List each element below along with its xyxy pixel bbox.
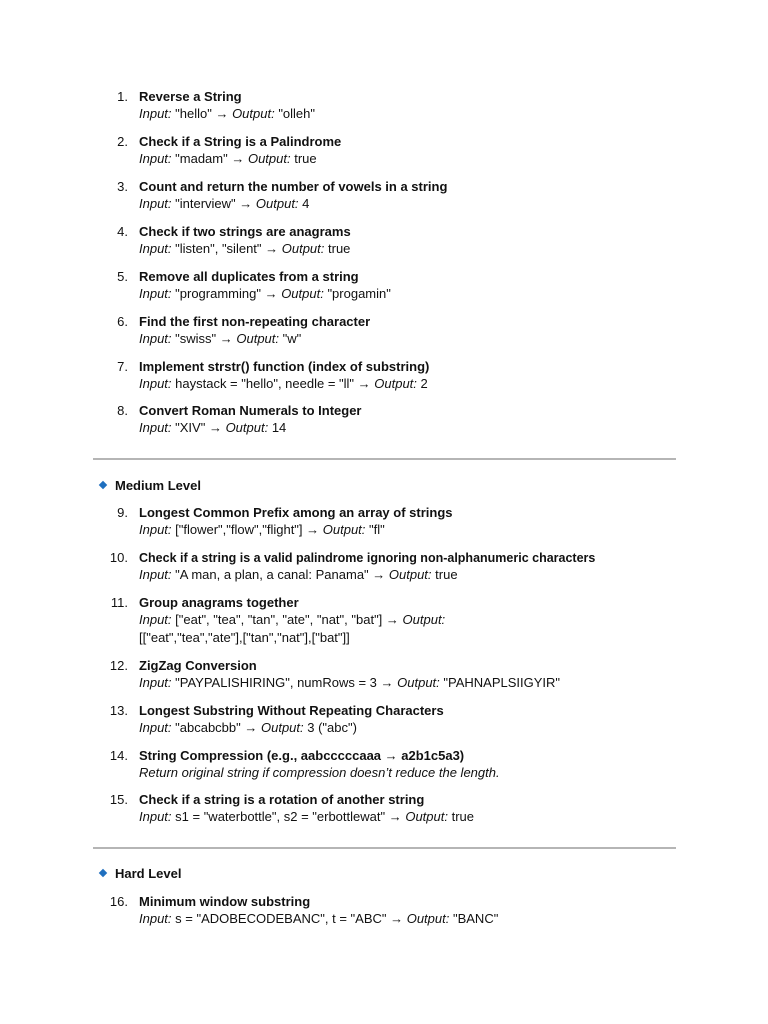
problem-output-value: [["eat","tea","ate"],["tan","nat"],["bat"]] [139,630,350,645]
problem-number: 12. [109,658,128,673]
diamond-icon [99,869,107,877]
problem-number: 4. [117,224,128,239]
section-title: Hard Level [115,866,182,881]
problem-number: 9. [117,505,128,520]
problem-example: Input: s1 = "waterbottle", s2 = "erbottlewat" → Output: true [139,809,474,824]
problem-number: 14. [109,748,128,763]
diamond-icon [99,481,107,489]
problem-number: 6. [117,314,128,329]
problem-title: Longest Common Prefix among an array of strings [139,505,453,520]
problem-example: Input: haystack = "hello", needle = "ll" → Output: 2 [139,376,428,391]
problem-title: Check if a String is a Palindrome [139,134,342,149]
problem-number: 3. [117,179,128,194]
problem-number: 1. [117,89,128,104]
problem-example: Input: "abcabcbb" → Output: 3 ("abc") [139,720,357,735]
problem-title: Convert Roman Numerals to Integer [139,403,362,418]
problem-title: String Compression (e.g., aabcccccaaa → a2b1c5a3) [139,748,465,763]
problem-title: ZigZag Conversion [139,658,257,673]
problem-title: Remove all duplicates from a string [139,269,359,284]
problem-example: Input: "XIV" → Output: 14 [139,420,287,435]
problem-title: Minimum window substring [139,894,311,909]
problem-title: Implement strstr() function (index of substring) [139,359,430,374]
section-title: Medium Level [115,478,201,493]
problem-number: 16. [109,894,128,909]
problem-title: Check if a string is a valid palindrome ignoring non-alphanumeric characters [139,551,596,565]
problem-number: 15. [109,792,128,807]
problem-title: Check if a string is a rotation of another string [139,792,425,807]
section-divider [93,847,676,849]
problem-example: Input: "madam" → Output: true [139,151,317,166]
problem-number: 8. [117,403,128,418]
problem-title: Reverse a String [139,89,242,104]
problem-number: 2. [117,134,128,149]
problem-number: 11. [110,595,128,610]
problem-example: Input: "A man, a plan, a canal: Panama" → Output: true [139,567,458,582]
problem-example: Input: "PAYPALISHIRING", numRows = 3 → Output: "PAHNAPLSIIGYIR" [139,675,561,690]
problem-number: 5. [117,269,128,284]
problem-note: Return original string if compression doesn’t reduce the length. [139,765,500,780]
problem-title: Longest Substring Without Repeating Characters [139,703,444,718]
problem-example: Input: "listen", "silent" → Output: true [139,241,351,256]
problem-number: 13. [109,703,128,718]
problem-example: Input: "programming" → Output: "progamin" [139,286,391,301]
problem-number: 10. [109,550,128,565]
problem-title: Check if two strings are anagrams [139,224,351,239]
section-divider [93,458,676,460]
problem-example: Input: "swiss" → Output: "w" [139,331,302,346]
problem-example: Input: ["eat", "tea", "tan", "ate", "nat", "bat"] → Output: [139,612,446,627]
problem-example: Input: "interview" → Output: 4 [139,196,310,211]
problem-example: Input: ["flower","flow","flight"] → Output: "fl" [139,522,385,537]
problem-example: Input: "hello" → Output: "olleh" [139,106,316,121]
problem-title: Count and return the number of vowels in a string [139,179,448,194]
problem-example: Input: s = "ADOBECODEBANC", t = "ABC" → Output: "BANC" [139,911,499,926]
problem-title: Find the first non-repeating character [139,314,371,329]
problem-number: 7. [117,359,128,374]
problem-title: Group anagrams together [139,595,299,610]
